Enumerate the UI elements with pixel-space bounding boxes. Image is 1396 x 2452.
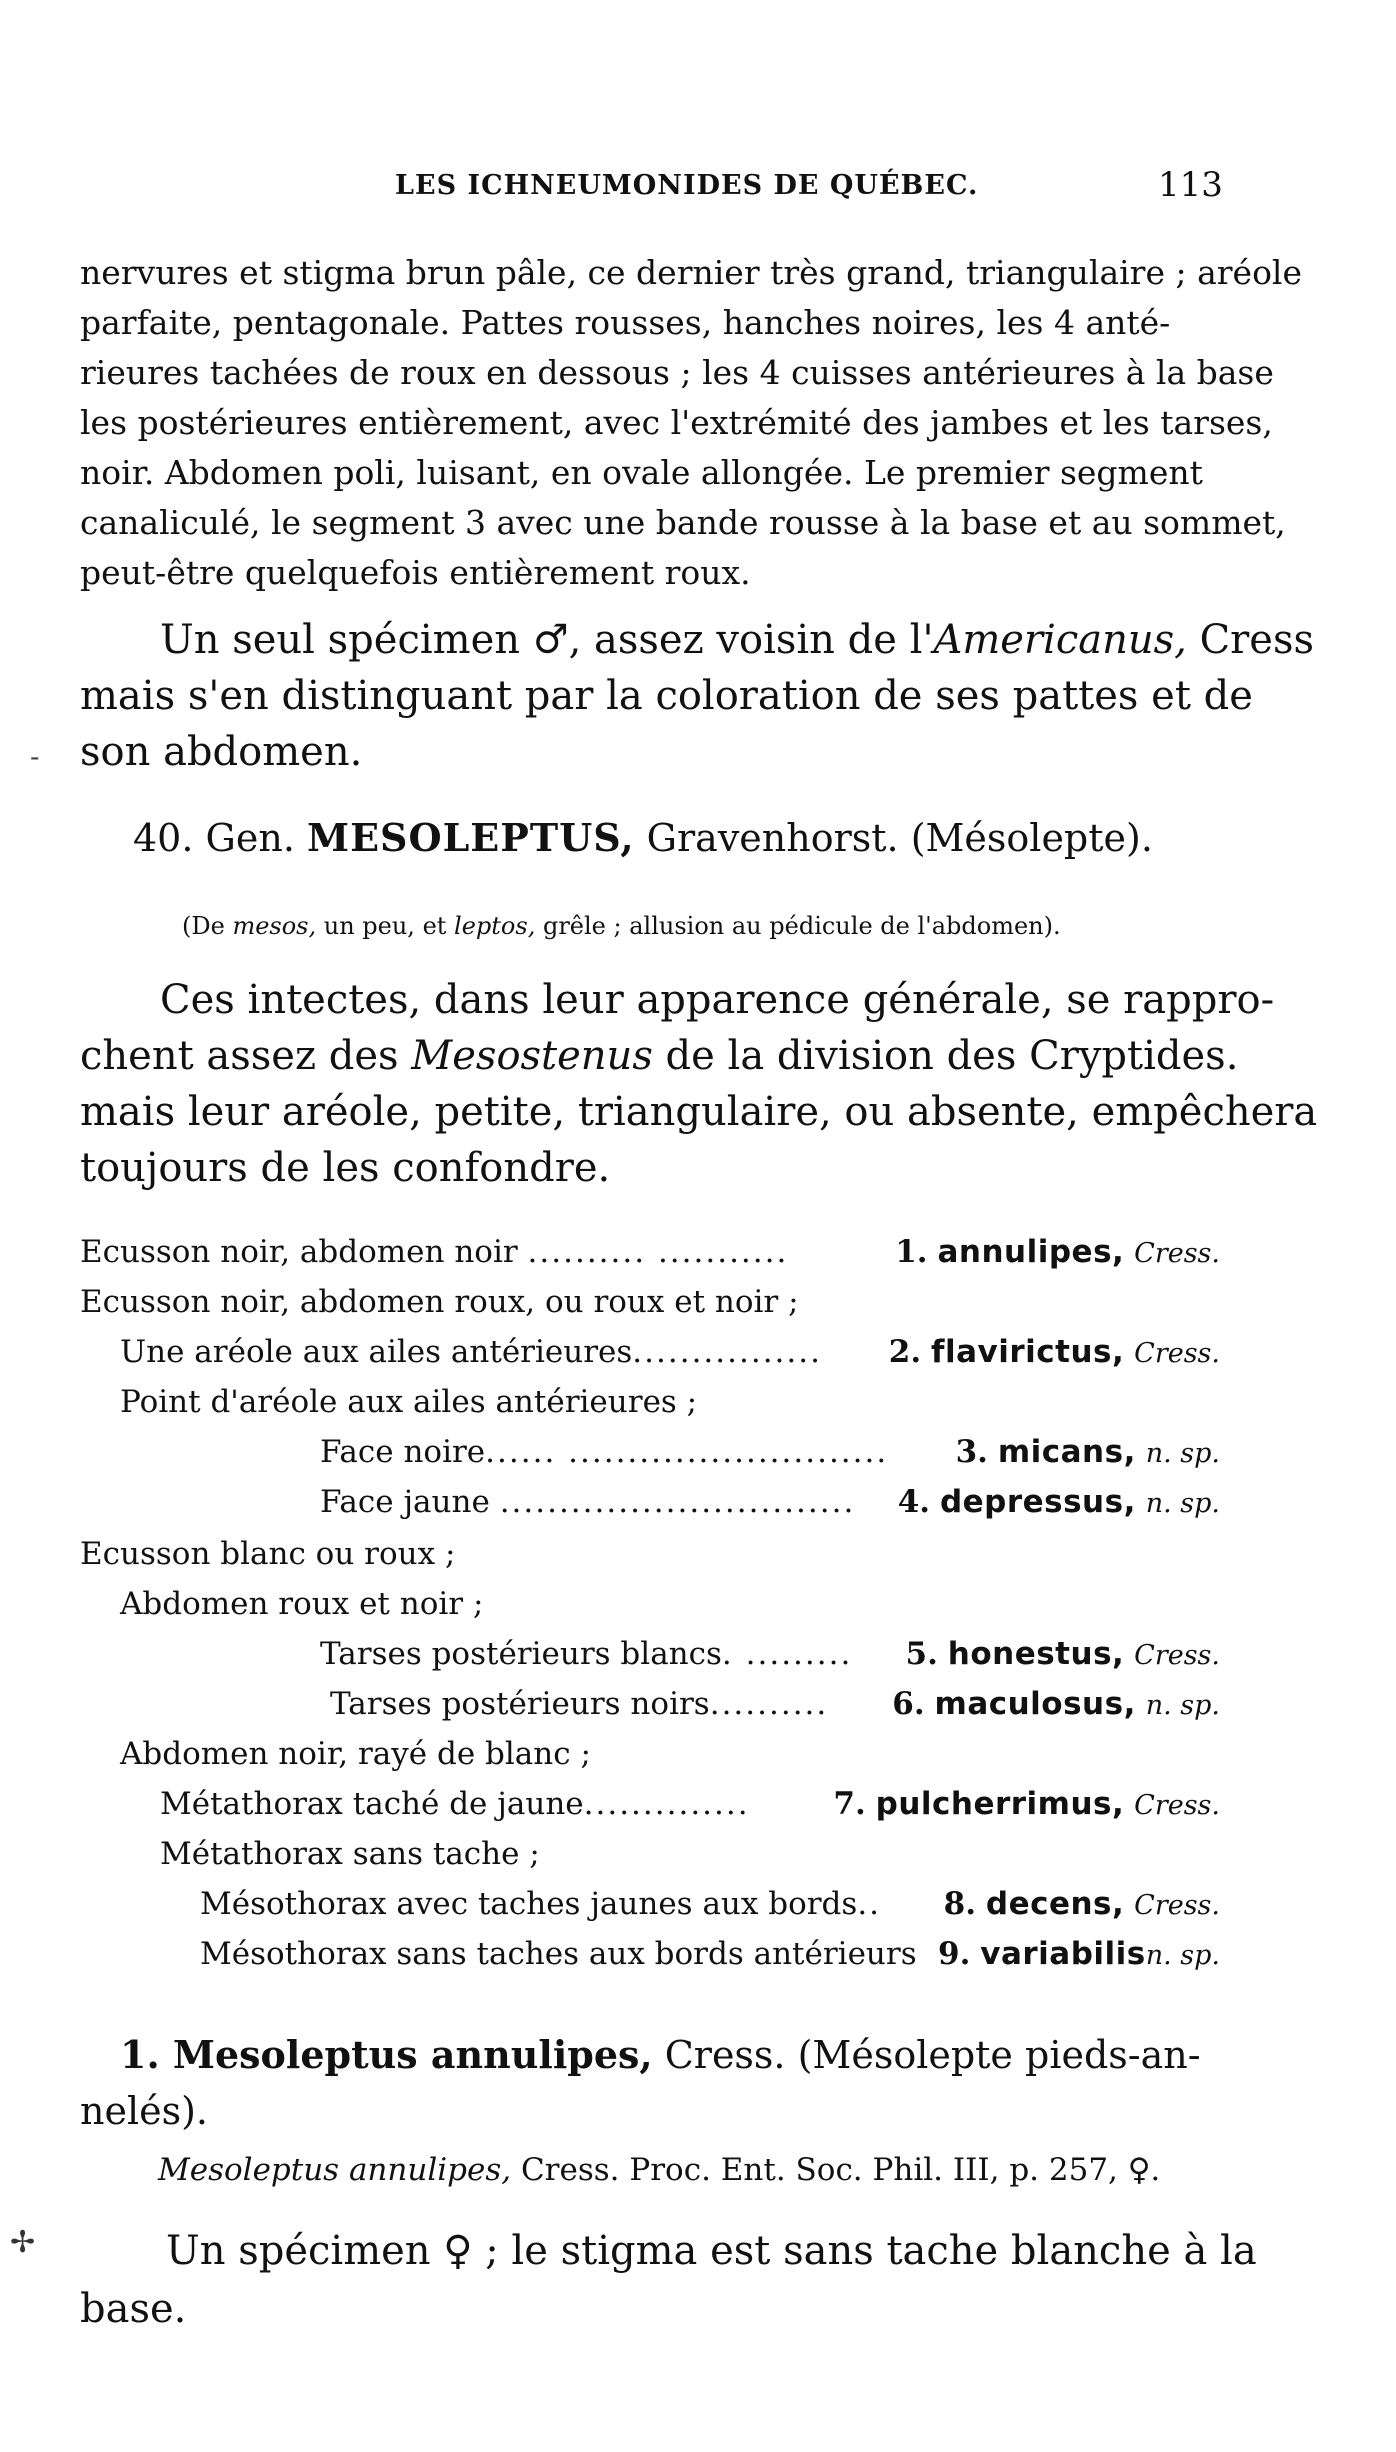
text-line: rieures tachées de roux en dessous ; les 4 cuisses antérieures à la base xyxy=(80,353,1274,392)
key-result: 6. maculosus, n. sp. xyxy=(892,1686,1220,1722)
text-line: parfaite, pentagonale. Pattes rousses, hanches noires, les 4 anté- xyxy=(80,303,1171,342)
text-line: mais leur aréole, petite, triangulaire, ou absente, empêchera xyxy=(80,1089,1318,1135)
key-line: Face jaune .............................. xyxy=(320,1484,856,1520)
key-result: 2. flavirictus, Cress. xyxy=(888,1334,1220,1370)
paragraph-specimen xyxy=(80,2222,1257,2338)
key-line: Face noire...... ........................... xyxy=(320,1434,889,1470)
text-line: 1. Mesoleptus annulipes, Cress. (Mésolepte pieds-an- xyxy=(120,2032,1201,2077)
text-line: son abdomen. xyxy=(80,729,363,775)
key-line: Tarses postérieurs blancs. ......... xyxy=(320,1636,853,1672)
text-line: canaliculé, le segment 3 avec une bande rousse à la base et au sommet, xyxy=(80,503,1286,542)
text-line: base. xyxy=(80,2286,187,2332)
text-line: Un seul spécimen ♂, assez voisin de l'Americanus, Cress xyxy=(160,617,1315,663)
paragraph-description xyxy=(80,248,1303,598)
key-result: 3. micans, n. sp. xyxy=(955,1434,1220,1470)
key-line: Une aréole aux ailes antérieures................ xyxy=(120,1334,822,1370)
key-result: 9. variabilisn. sp. xyxy=(938,1936,1220,1972)
text-line: noir. Abdomen poli, luisant, en ovale allongée. Le premier segment xyxy=(80,453,1203,492)
text-line: chent assez des Mesostenus de la division des Cryptides. xyxy=(80,1033,1239,1079)
text-line: nelés). xyxy=(80,2089,209,2133)
paragraph-specimen-note xyxy=(80,612,1315,780)
key-line: Métathorax taché de jaune.............. xyxy=(160,1786,750,1822)
key-line: Abdomen roux et noir ; xyxy=(120,1586,484,1622)
key-result: 4. depressus, n. sp. xyxy=(897,1484,1220,1520)
key-line: Ecusson noir, abdomen roux, ou roux et noir ; xyxy=(80,1284,799,1320)
key-line: Mésothorax avec taches jaunes aux bords.. xyxy=(200,1886,882,1922)
text-line: Ces intectes, dans leur apparence générale, se rappro- xyxy=(160,977,1275,1023)
page-number: 113 xyxy=(1158,165,1223,205)
key-line: Tarses postérieurs noirs.......... xyxy=(330,1686,829,1722)
genus-heading: 40. Gen. MESOLEPTUS, Gravenhorst. (Mésolepte). xyxy=(133,815,1153,860)
key-result: 7. pulcherrimus, Cress. xyxy=(833,1786,1220,1822)
text-line: les postérieures entièrement, avec l'extrémité des jambes et les tarses, xyxy=(80,403,1273,442)
text-line: mais s'en distinguant par la coloration de ses pattes et de xyxy=(80,673,1253,719)
key-result: 1. annulipes, Cress. xyxy=(895,1234,1220,1270)
text-line: peut-être quelquefois entièrement roux. xyxy=(80,553,751,592)
key-result: 5. honestus, Cress. xyxy=(905,1636,1220,1672)
species-heading xyxy=(80,2027,1230,2139)
paragraph-genus-description xyxy=(80,972,1318,1196)
key-line: Mésothorax sans taches aux bords antérieurs xyxy=(200,1936,917,1972)
margin-glyph: ✢ xyxy=(10,2225,36,2260)
key-line: Ecusson blanc ou roux ; xyxy=(80,1536,456,1572)
key-line: Point d'aréole aux ailes antérieures ; xyxy=(120,1384,698,1420)
key-line: Ecusson noir, abdomen noir .......... ........... xyxy=(80,1234,789,1270)
key-result: 8. decens, Cress. xyxy=(943,1886,1220,1922)
text-line: nervures et stigma brun pâle, ce dernier très grand, triangulaire ; aréole xyxy=(80,253,1303,292)
text-line: Un spécimen ♀ ; le stigma est sans tache blanche à la xyxy=(166,2228,1257,2274)
key-line: Abdomen noir, rayé de blanc ; xyxy=(120,1736,591,1772)
text-line: toujours de les confondre. xyxy=(80,1145,611,1191)
running-title: LES ICHNEUMONIDES DE QUÉBEC. xyxy=(395,170,979,201)
etymology-note: (De mesos, un peu, et leptos, grêle ; allusion au pédicule de l'abdomen). xyxy=(182,912,1061,940)
bibliographic-reference: Mesoleptus annulipes, Cress. Proc. Ent. Soc. Phil. III, p. 257, ♀. xyxy=(158,2152,1161,2188)
key-line: Métathorax sans tache ; xyxy=(160,1836,540,1872)
margin-mark: - xyxy=(30,740,40,773)
